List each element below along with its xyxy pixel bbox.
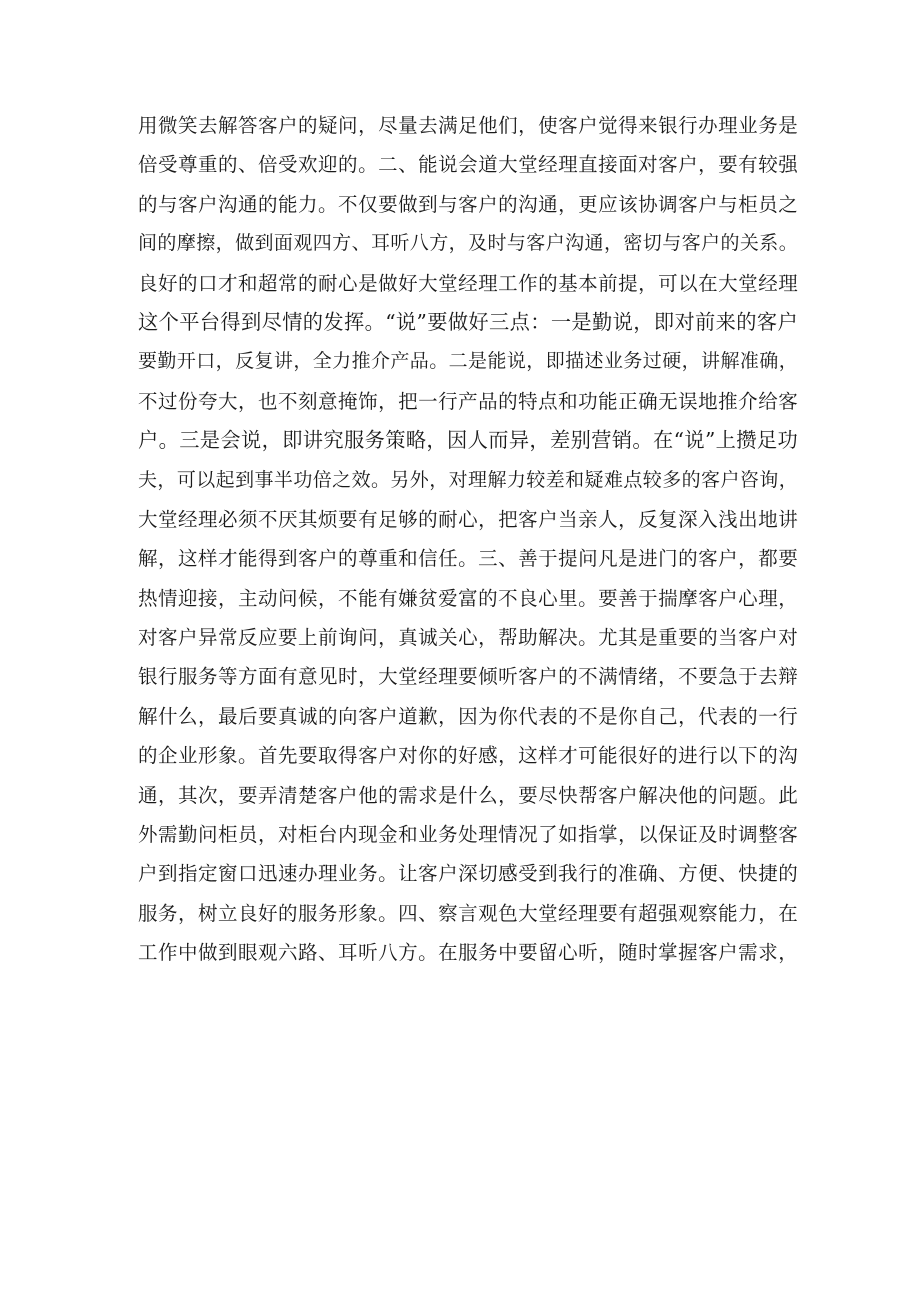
body-text xyxy=(138,106,798,973)
text-line-20: 户到指定窗口迅速办理业务。让客户深切感受到我行的准确、方便、快捷的 xyxy=(138,862,798,886)
text-line-11: 大堂经理必须不厌其烦要有足够的耐心，把客户当亲人，反复深入浅出地讲 xyxy=(138,507,798,531)
text-line-3: 的与客户沟通的能力。不仅要做到与客户的沟通，更应该协调客户与柜员之 xyxy=(138,192,798,216)
text-line-16: 解什么，最后要真诚的向客户道歉，因为你代表的不是你自己，代表的一行 xyxy=(138,704,798,728)
text-line-15: 银行服务等方面有意见时，大堂经理要倾听客户的不满情绪，不要急于去辩 xyxy=(138,665,798,689)
text-line-18: 通，其次，要弄清楚客户他的需求是什么，要尽快帮客户解决他的问题。此 xyxy=(138,783,798,807)
text-line-1: 用微笑去解答客户的疑问，尽量去满足他们，使客户觉得来银行办理业务是 xyxy=(138,114,798,137)
text-line-19: 外需勤问柜员，对柜台内现金和业务处理情况了如指掌，以保证及时调整客 xyxy=(138,823,798,847)
text-line-5: 良好的口才和超常的耐心是做好大堂经理工作的基本前提，可以在大堂经理 xyxy=(138,271,798,295)
text-line-13: 热情迎接，主动问候，不能有嫌贫爱富的不良心里。要善于揣摩客户心理， xyxy=(138,586,798,610)
text-line-4: 间的摩擦，做到面观四方、耳听八方，及时与客户沟通，密切与客户的关系。 xyxy=(138,232,798,255)
text-line-2: 倍受尊重的、倍受欢迎的。二、能说会道大堂经理直接面对客户，要有较强 xyxy=(138,153,798,177)
text-line-14: 对客户异常反应要上前询问，真诚关心，帮助解决。尤其是重要的当客户对 xyxy=(138,626,798,650)
text-line-21: 服务，树立良好的服务形象。四、察言观色大堂经理要有超强观察能力，在 xyxy=(138,901,798,925)
text-line-22: 工作中做到眼观六路、耳听八方。在服务中要留心听，随时掌握客户需求， xyxy=(138,941,798,965)
text-line-12: 解，这样才能得到客户的尊重和信任。三、善于提问凡是进门的客户，都要 xyxy=(138,547,798,571)
text-line-8: 不过份夸大，也不刻意掩饰，把一行产品的特点和功能正确无误地推介给客 xyxy=(138,389,798,413)
text-line-9: 户。三是会说，即讲究服务策略，因人而异，差别营销。在“说”上攒足功 xyxy=(138,428,798,453)
text-line-10: 夫，可以起到事半功倍之效。另外，对理解力较差和疑难点较多的客户咨询， xyxy=(138,468,798,491)
text-line-7: 要勤开口，反复讲，全力推介产品。二是能说，即描述业务过硬，讲解准确， xyxy=(138,350,798,373)
text-line-17: 的企业形象。首先要取得客户对你的好感，这样才可能很好的进行以下的沟 xyxy=(138,744,798,768)
text-line-6: 这个平台得到尽情的发挥。“说”要做好三点：一是勤说，即对前来的客户 xyxy=(138,309,798,334)
